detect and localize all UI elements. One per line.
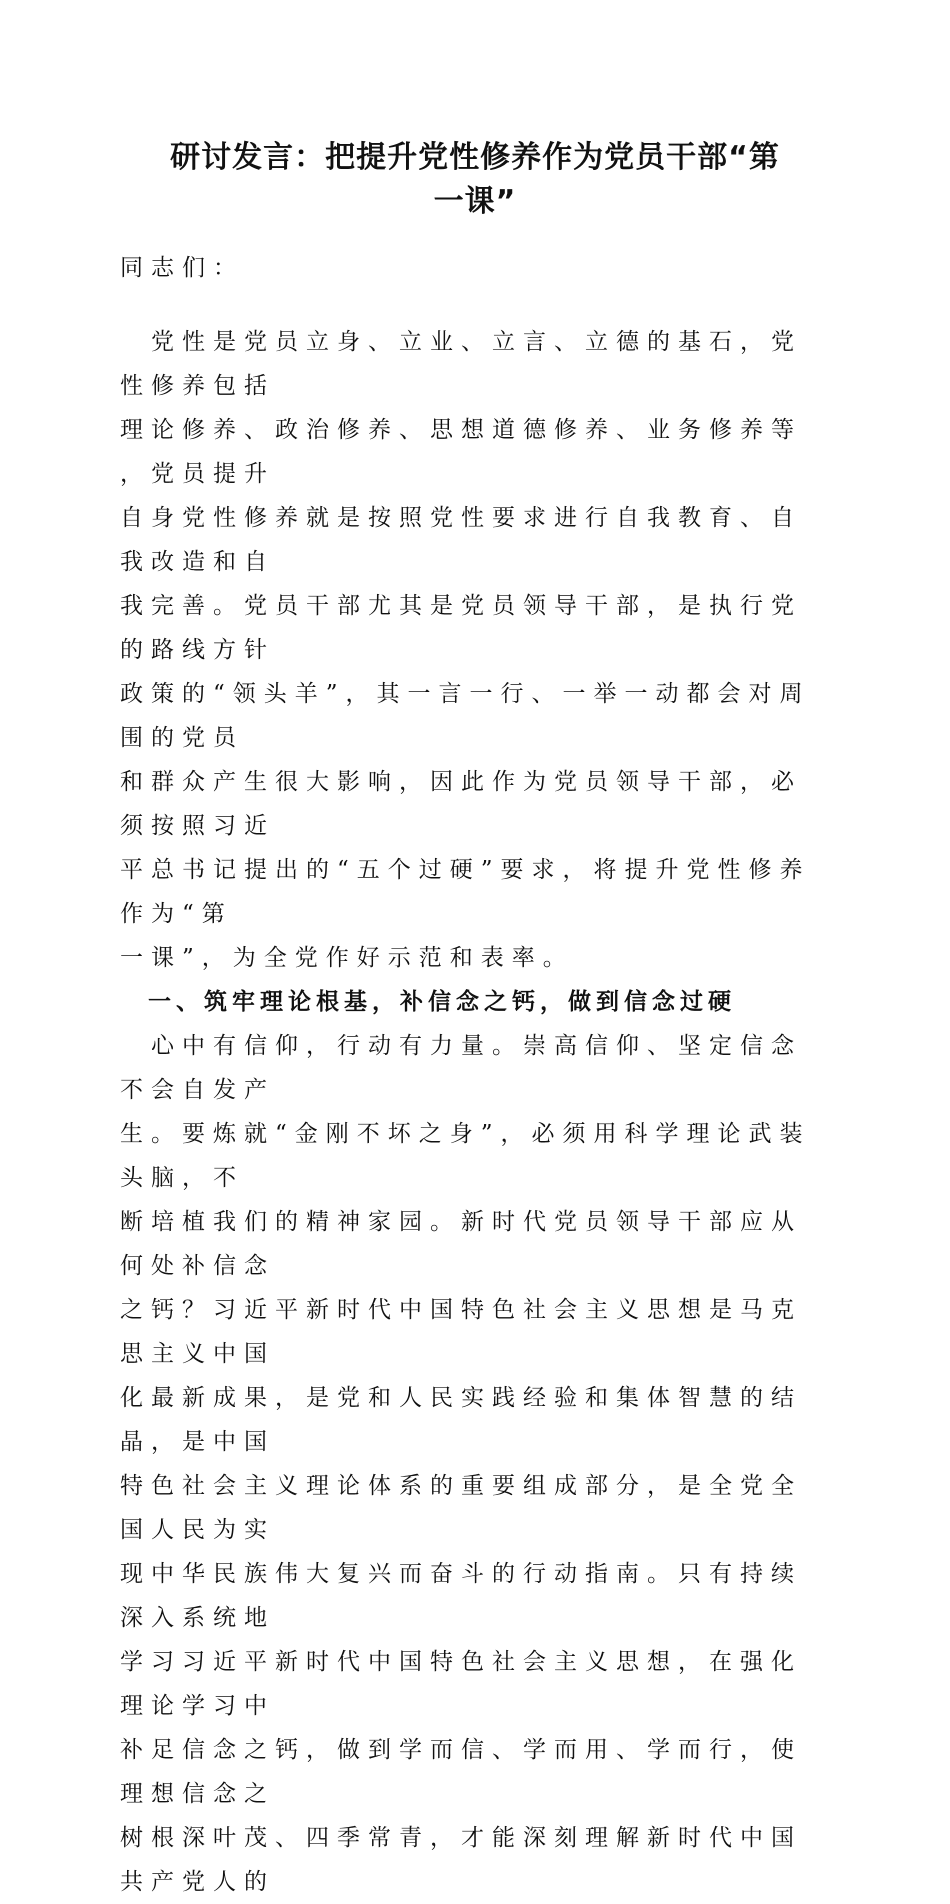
text-line: 自身党性修养就是按照党性要求进行自我教育、自我改造和自 — [120, 505, 802, 575]
paragraph-1 — [120, 320, 830, 1904]
text-line: 政策的“领头羊”，其一言一行、一举一动都会对周围的党员 — [120, 681, 811, 751]
text-line: 心中有信仰，行动有力量。崇高信仰、坚定信念不会自发产 — [120, 1033, 802, 1104]
text-line: 特色社会主义理论体系的重要组成部分，是全党全国人民为实 — [120, 1473, 802, 1544]
text-line: 和群众产生很大影响，因此作为党员领导干部，必须按照习近 — [120, 769, 802, 839]
text-line: 化最新成果，是党和人民实践经验和集体智慧的结晶，是中国 — [120, 1385, 802, 1456]
text-line: 党性是党员立身、立业、立言、立德的基石，党性修养包括 — [120, 329, 802, 399]
text-line: 树根深叶茂、四季常青，才能深刻理解新时代中国共产党人的 — [120, 1825, 802, 1896]
text-line: 理论修养、政治修养、思想道德修养、业务修养等，党员提升 — [120, 417, 802, 487]
section-heading: 一、筑牢理论根基，补信念之钙，做到信念过硬 — [120, 989, 736, 1016]
text-line: 断培植我们的精神家园。新时代党员领导干部应从何处补信念 — [120, 1209, 802, 1280]
title-line: 一课” — [433, 184, 517, 219]
text-line: 现中华民族伟大复兴而奋斗的行动指南。只有持续深入系统地 — [120, 1561, 802, 1632]
salutation-block — [120, 246, 830, 290]
title-line: 研讨发言：把提升党性修养作为党员干部“第 — [170, 140, 780, 175]
document-title — [110, 136, 840, 224]
text-line: 学习习近平新时代中国特色社会主义思想，在强化理论学习中 — [120, 1649, 802, 1720]
text-line: 我完善。党员干部尤其是党员领导干部，是执行党的路线方针 — [120, 593, 802, 663]
text-line: 之钙？习近平新时代中国特色社会主义思想是马克思主义中国 — [120, 1297, 802, 1368]
text-line: 生。要炼就“金刚不坏之身”，必须用科学理论武装头脑，不 — [120, 1121, 811, 1192]
text-line: 补足信念之钙，做到学而信、学而用、学而行，使理想信念之 — [120, 1737, 802, 1808]
text-line: 一课”，为全党作好示范和表率。 — [120, 945, 574, 971]
text-line: 平总书记提出的“五个过硬”要求，将提升党性修养作为“第 — [120, 857, 811, 927]
salutation: 同志们： — [120, 255, 244, 281]
